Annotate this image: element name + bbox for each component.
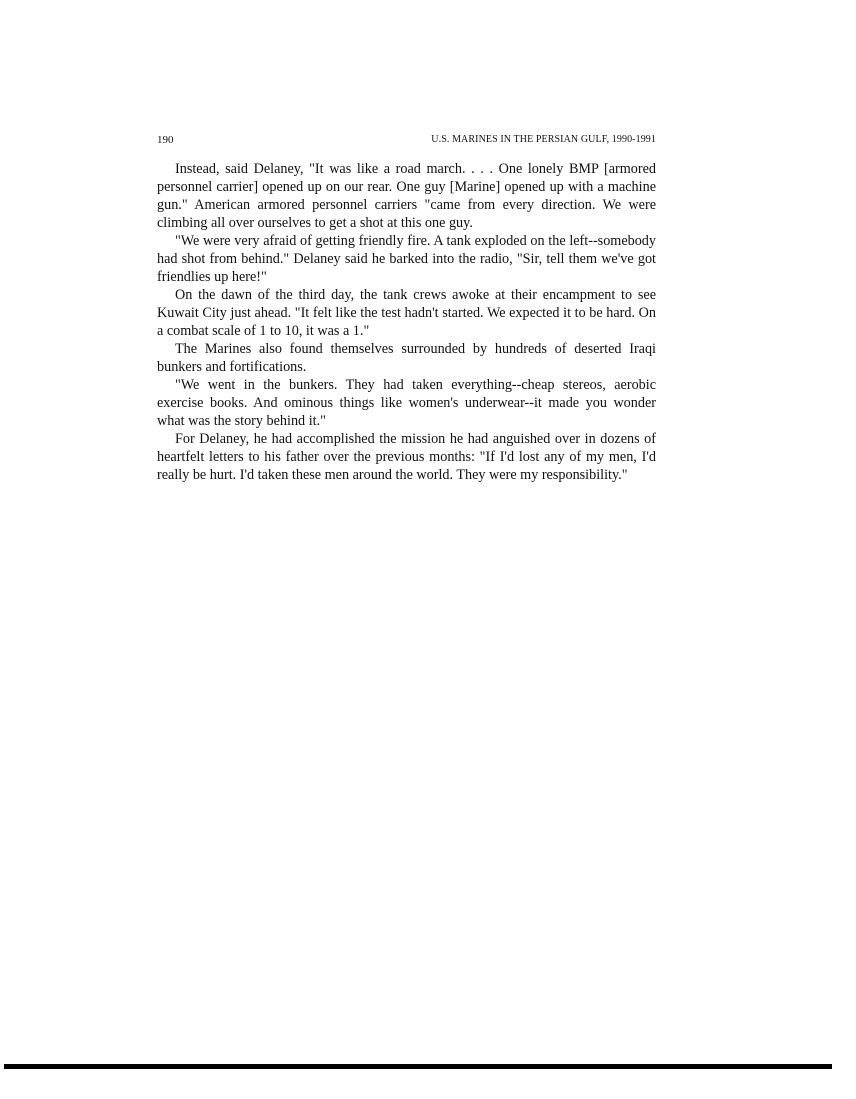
paragraph: Instead, said Delaney, "It was like a road march. . . . One lonely BMP [armored personnel carrier] opened up on our rear. One guy [Marine] opened up with a machine gun." American armored personnel carriers "came from every direction. We were climbing all over ourselves to get a shot at this one guy. [157,161,656,231]
page-number: 190 [157,134,174,146]
body-text [157,160,656,484]
bottom-rule [4,1064,832,1069]
paragraph: "We went in the bunkers. They had taken everything--cheap stereos, aerobic exercise books. And ominous things like women's underwear--it made you wonder what was the story behind it." [157,377,656,429]
paragraph: The Marines also found themselves surrounded by hundreds of deserted Iraqi bunkers and fortifications. [157,341,656,375]
paragraph: On the dawn of the third day, the tank crews awoke at their encampment to see Kuwait City just ahead. "It felt like the test hadn't started. We expected it to be hard. On a combat scale of 1 to 10, it was a 1." [157,287,656,339]
paragraph: "We were very afraid of getting friendly fire. A tank exploded on the left--somebody had shot from behind." Delaney said he barked into the radio, "Sir, tell them we've got friendlies up here!" [157,233,656,285]
running-head: U.S. MARINES IN THE PERSIAN GULF, 1990-1991 [431,134,656,145]
paragraph: For Delaney, he had accomplished the mission he had anguished over in dozens of heartfelt letters to his father over the previous months: "If I'd lost any of my men, I'd really be hurt. I'd taken these men around the world. They were my responsibility." [157,431,656,483]
